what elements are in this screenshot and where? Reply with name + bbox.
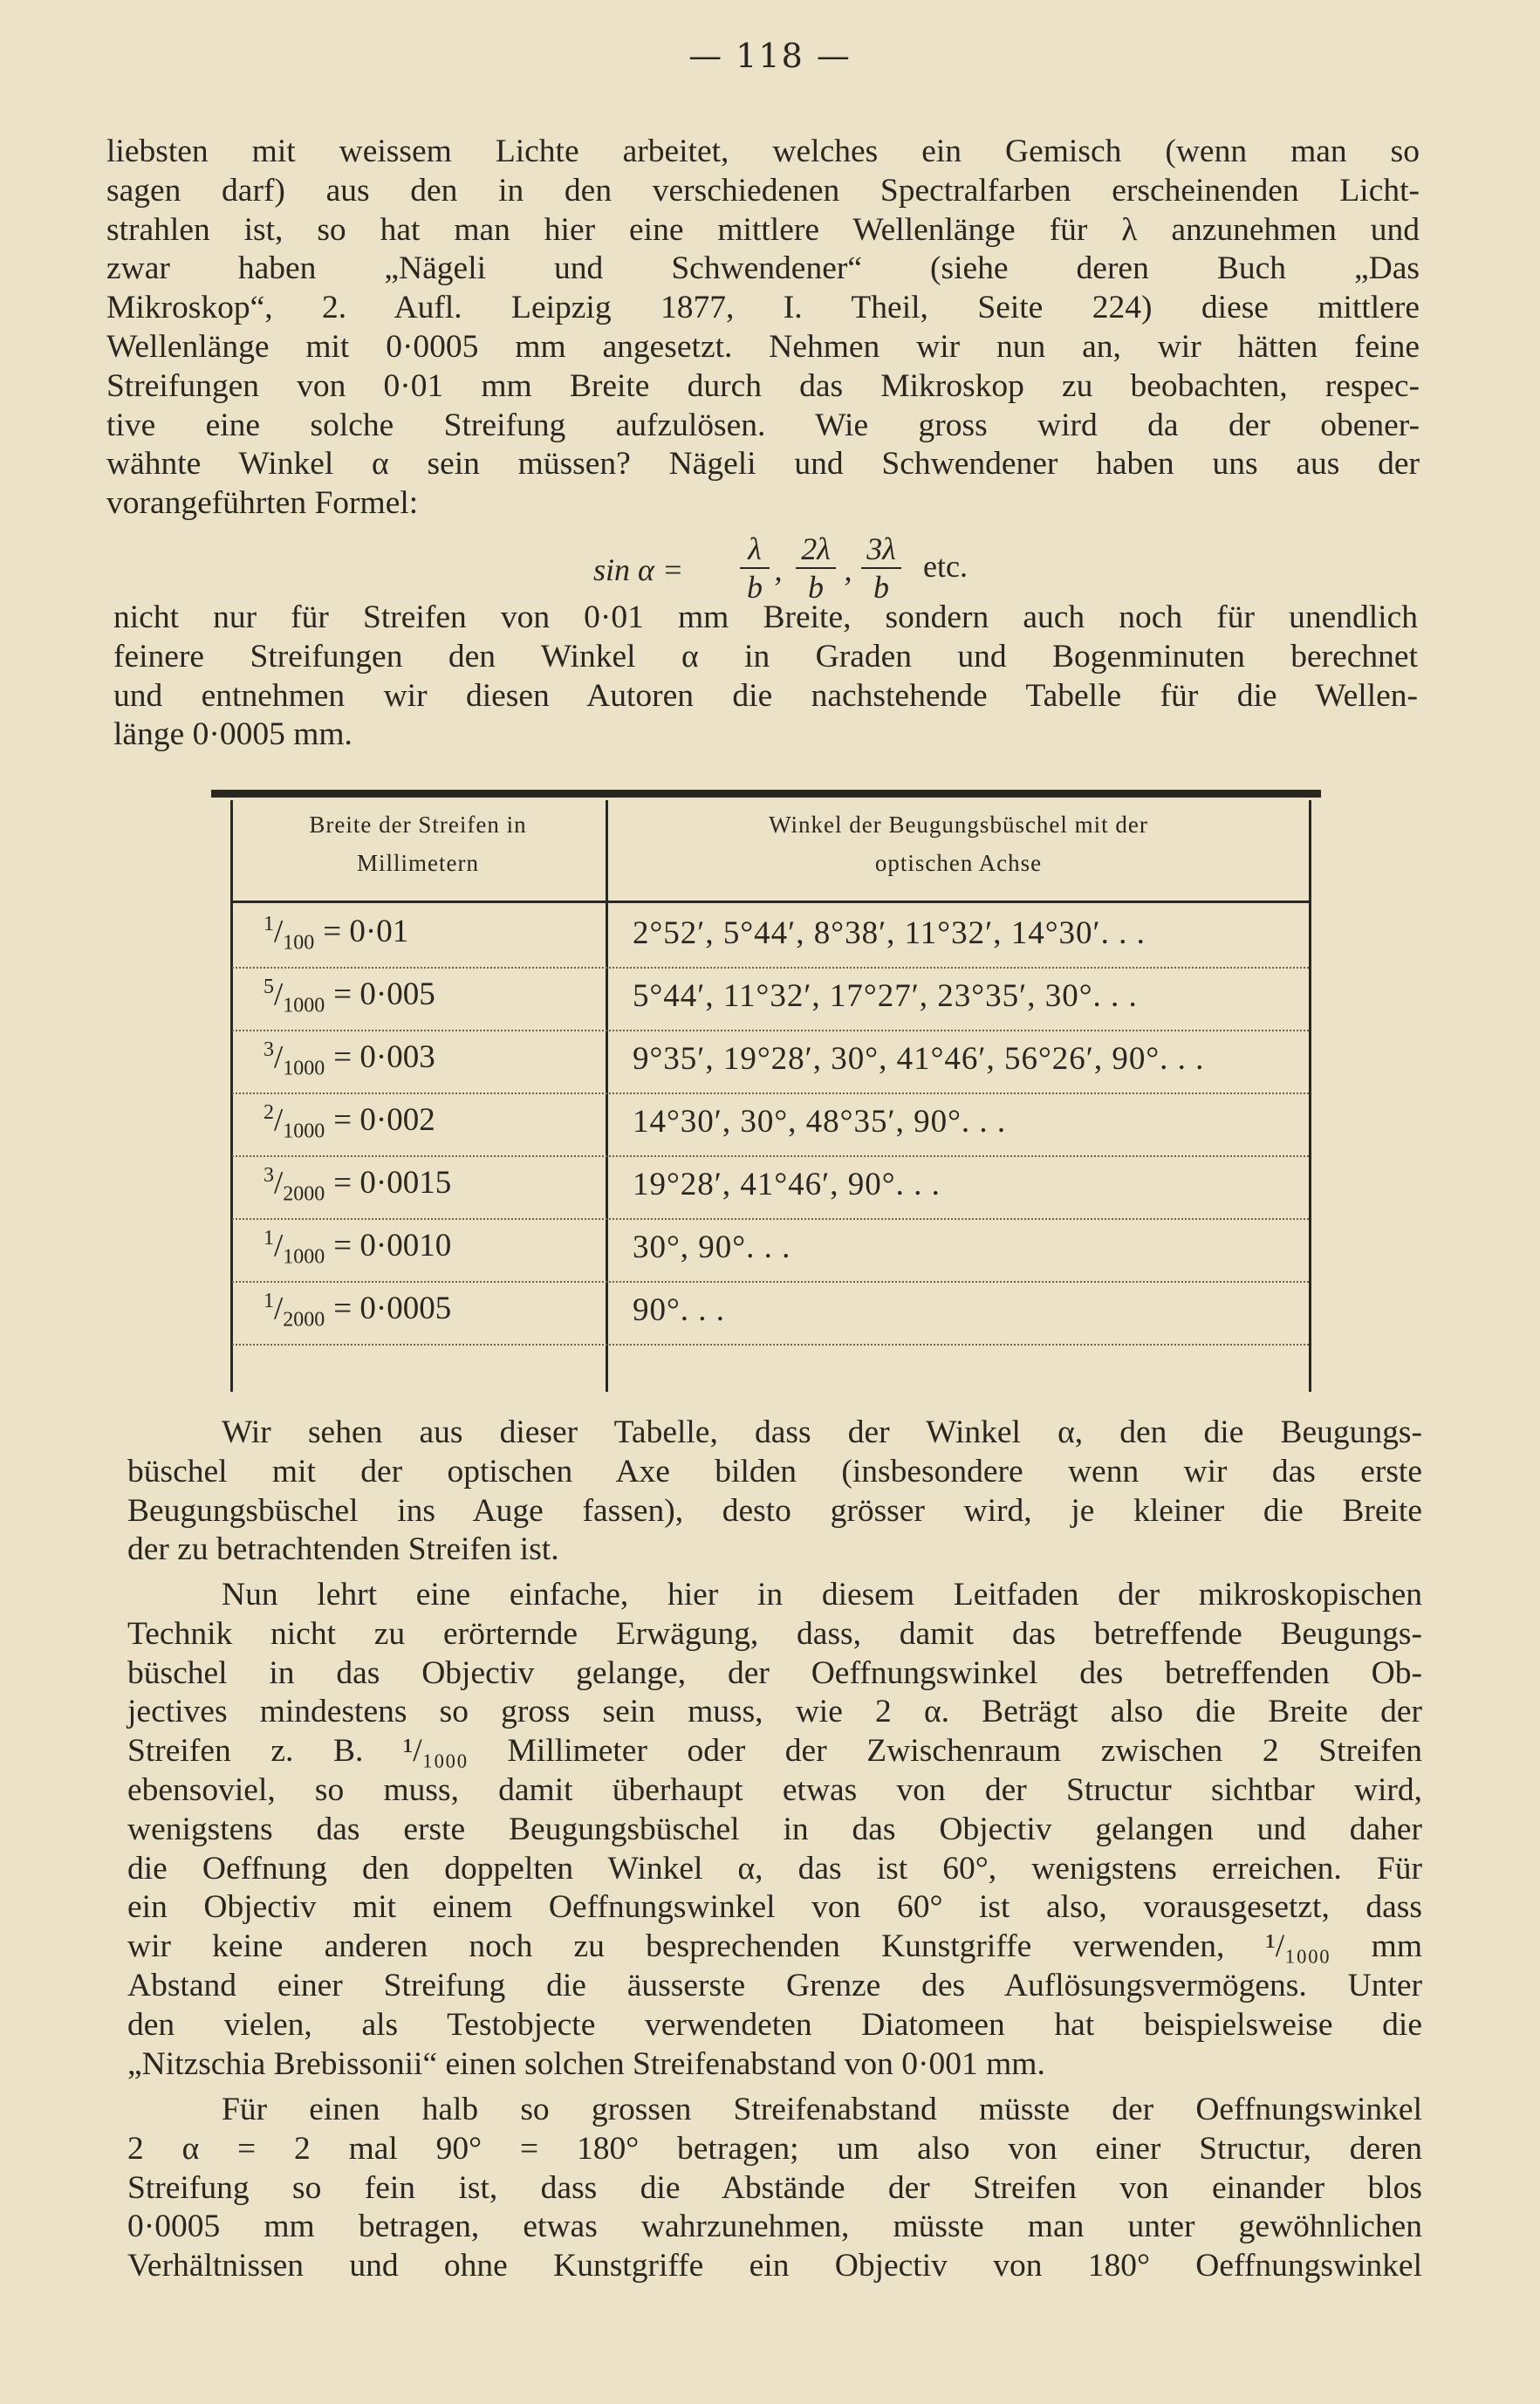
formula-lhs: sin α =: [593, 552, 684, 587]
text-line: Streifen z. B. ¹/₁₀₀₀ Millimeter oder der Zwischenraum zwischen 2 Streifen: [127, 1733, 1422, 1770]
fraction-slash: /: [274, 1228, 284, 1264]
decimal-value: = 0·005: [333, 976, 435, 1013]
fraction-numerator: 1: [264, 1290, 274, 1312]
fraction-denominator: 1000: [283, 994, 325, 1017]
fraction-numerator: 2: [264, 1101, 274, 1124]
row-separator: [232, 1281, 1309, 1283]
text-line: sagen darf) aus den in den verschiedenen Spectralfarben erscheinenden Licht-: [106, 172, 1420, 209]
text-line: büschel mit der optischen Axe bilden (insbesondere wenn wir das erste: [127, 1453, 1422, 1490]
text-line: 0·0005 mm betragen, etwas wahrzunehmen, müsste man unter gewöhnlichen: [127, 2209, 1422, 2245]
fraction-denominator: 1000: [283, 1120, 325, 1143]
text-line: Technik nicht zu erörternde Erwägung, dass, damit das betreffende Beugungs-: [127, 1615, 1422, 1652]
width-cell: [264, 1164, 578, 1207]
page-number: — 118 —: [688, 37, 852, 75]
header-line: Millimetern: [357, 850, 479, 876]
text-line: büschel in das Objectiv gelange, der Oeffnungswinkel des betreffenden Ob-: [127, 1654, 1422, 1691]
text-line: 2 α = 2 mal 90° = 180° betragen; um also von einer Structur, deren: [127, 2130, 1422, 2167]
formula-numerator-1: λ: [748, 531, 762, 566]
fraction-denominator: 100: [283, 931, 315, 955]
text-line: liebsten mit weissem Lichte arbeitet, welches ein Gemisch (wenn man so: [106, 134, 1420, 169]
text-line: den vielen, als Testobjecte verwendeten Diatomeen hat beispielsweise die: [127, 2006, 1422, 2043]
fraction-slash: /: [274, 976, 284, 1013]
text-line: „Nitzschia Brebissonii“ einen solchen Streifenabstand von 0·001 mm.: [127, 2045, 1045, 2082]
row-separator: [232, 1030, 1309, 1031]
fraction-numerator: 5: [264, 976, 274, 998]
column-header-angle: [608, 805, 1309, 882]
text-line: die Oeffnung den doppelten Winkel α, das ist 60°, wenigstens erreichen. Für: [127, 1850, 1422, 1887]
text-line: tive eine solche Streifung aufzulösen. Wie gross wird da der obener-: [106, 407, 1420, 443]
fraction-numerator: 1: [264, 913, 274, 935]
decimal-value: = 0·0005: [333, 1291, 452, 1327]
fraction-slash: /: [274, 1165, 284, 1202]
table-column-divider: [606, 800, 608, 1392]
fraction-numerator: 3: [264, 1038, 274, 1061]
diffraction-angle-table: [211, 790, 1321, 1392]
formula-denominator-1: b: [747, 570, 763, 605]
fraction-denominator: 2000: [283, 1308, 325, 1332]
header-line: optischen Achse: [874, 850, 1043, 876]
text-line: Beugungsbüschel ins Auge fassen), desto grösser wird, je kleiner die Breite: [127, 1492, 1422, 1529]
angle-cell: 19°28′, 41°46′, 90°. . .: [633, 1167, 941, 1202]
width-cell: [264, 1290, 578, 1332]
row-separator: [232, 1218, 1309, 1220]
text-line: ein Objectiv mit einem Oeffnungswinkel von 60° ist also, vorausgesetzt, dass: [127, 1889, 1422, 1926]
angle-cell: 30°, 90°. . .: [633, 1229, 791, 1265]
text-line: zwar haben „Nägeli und Schwendener“ (siehe deren Buch „Das: [106, 250, 1420, 287]
row-separator: [232, 1092, 1309, 1094]
text-line: Abstand einer Streifung die äusserste Grenze des Auflösungsvermögens. Unter: [127, 1967, 1422, 2003]
row-separator: [232, 967, 1309, 969]
text-line: feinere Streifungen den Winkel α in Graden und Bogenminuten berechnet: [113, 638, 1418, 675]
paragraph-5: [127, 2091, 1422, 2286]
width-cell: [264, 1227, 578, 1270]
fraction-numerator: 3: [264, 1164, 274, 1187]
angle-cell: 9°35′, 19°28′, 30°, 41°46′, 56°26′, 90°. . .: [633, 1041, 1205, 1077]
text-line: Wellenlänge mit 0·0005 mm angesetzt. Nehmen wir nun an, wir hätten feine: [106, 328, 1420, 365]
table-top-rule: [211, 790, 1321, 798]
text-line: und entnehmen wir diesen Autoren die nachstehende Tabelle für die Wellen-: [113, 677, 1418, 714]
table-header-rule: [230, 901, 1311, 903]
text-line: der zu betrachtenden Streifen ist.: [127, 1531, 559, 1568]
text-line: Für einen halb so grossen Streifenabstand müsste der Oeffnungswinkel: [222, 2092, 1422, 2127]
formula-denominator-2: b: [808, 570, 824, 605]
formula-numerator-2: 2λ: [801, 531, 831, 566]
text-line: Streifungen von 0·01 mm Breite durch das Mikroskop zu beobachten, respec-: [106, 367, 1420, 404]
fraction-slash: /: [274, 1039, 284, 1076]
text-line: länge 0·0005 mm.: [113, 716, 352, 753]
formula-denominator-3: b: [873, 570, 889, 605]
decimal-value: = 0·01: [323, 914, 409, 950]
text-line: Mikroskop“, 2. Aufl. Leipzig 1877, I. Theil, Seite 224) diese mittlere: [106, 290, 1420, 326]
text-line: Wir sehen aus dieser Tabelle, dass der Winkel α, den die Beugungs-: [222, 1414, 1422, 1450]
column-header-width: [230, 805, 606, 882]
table-left-border: [230, 800, 233, 1392]
text-line: wir keine anderen noch zu besprechenden Kunstgriffe verwenden, ¹/₁₀₀₀ mm: [127, 1928, 1422, 1965]
text-line: jectives mindestens so gross sein muss, wie 2 α. Beträgt also die Breite der: [127, 1694, 1422, 1730]
paragraph-2: [113, 599, 1418, 755]
text-line: Verhältnissen und ohne Kunstgriffe ein Objectiv von 180° Oeffnungswinkel: [127, 2248, 1422, 2284]
angle-cell: 5°44′, 11°32′, 17°27′, 23°35′, 30°. . .: [633, 978, 1138, 1014]
decimal-value: = 0·002: [333, 1102, 435, 1139]
formula-comma: ,: [774, 552, 783, 587]
fraction-slash: /: [274, 1291, 284, 1327]
width-cell: [264, 976, 578, 1018]
fraction-denominator: 1000: [283, 1245, 325, 1269]
formula-comma: ,: [844, 552, 852, 587]
fraction-numerator: 1: [264, 1227, 274, 1250]
header-line: Winkel der Beugungsbüschel mit der: [769, 812, 1148, 838]
text-line: ebensoviel, so muss, damit überhaupt etwas von der Structur sichtbar wird,: [127, 1771, 1422, 1808]
width-cell: [264, 1101, 578, 1144]
text-line: Nun lehrt eine einfache, hier in diesem Leitfaden der mikroskopischen: [222, 1577, 1422, 1613]
fraction-slash: /: [274, 1102, 284, 1139]
decimal-value: = 0·0015: [333, 1165, 452, 1202]
text-line: nicht nur für Streifen von 0·01 mm Breite, sondern auch noch für unendlich: [113, 599, 1418, 635]
fraction-slash: /: [274, 914, 284, 950]
formula-etc: etc.: [923, 549, 968, 584]
angle-cell: 2°52′, 5°44′, 8°38′, 11°32′, 14°30′. . .: [633, 915, 1146, 951]
diffraction-formula: [593, 531, 1082, 605]
paragraph-3: [127, 1414, 1422, 1570]
fraction-denominator: 2000: [283, 1182, 325, 1206]
decimal-value: = 0·0010: [333, 1228, 452, 1264]
paragraph-4: [127, 1576, 1422, 2084]
text-line: wähnte Winkel α sein müssen? Nägeli und Schwendener haben uns aus der: [106, 446, 1420, 483]
header-line: Breite der Streifen in: [309, 812, 527, 838]
text-line: wenigstens das erste Beugungsbüschel in das Objectiv gelangen und daher: [127, 1811, 1422, 1847]
row-separator: [232, 1155, 1309, 1157]
text-line: strahlen ist, so hat man hier eine mittlere Wellenlänge für λ anzunehmen und: [106, 211, 1420, 248]
text-line: vorangeführten Formel:: [106, 485, 419, 522]
formula-numerator-3: 3λ: [866, 531, 896, 566]
angle-cell: 90°. . .: [633, 1292, 726, 1328]
width-cell: [264, 1038, 578, 1081]
text-line: Streifung so fein ist, dass die Abstände der Streifen von einander blos: [127, 2169, 1422, 2206]
paragraph-1: [106, 133, 1420, 524]
row-separator: [232, 1344, 1309, 1346]
fraction-denominator: 1000: [283, 1057, 325, 1080]
angle-cell: 14°30′, 30°, 48°35′, 90°. . .: [633, 1104, 1007, 1140]
decimal-value: = 0·003: [333, 1039, 435, 1076]
width-cell: [264, 913, 578, 955]
